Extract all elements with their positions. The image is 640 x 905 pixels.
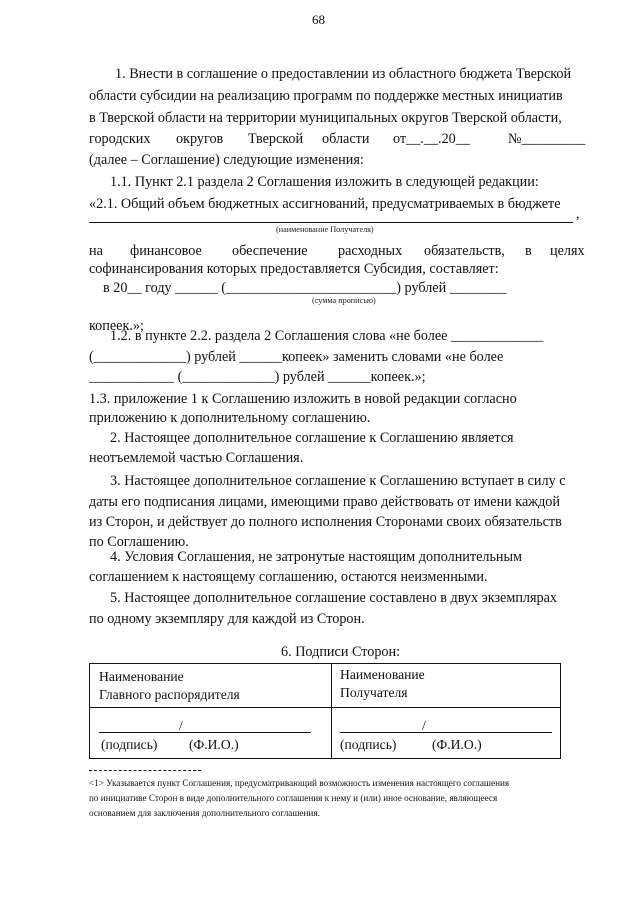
page-number: 68 (312, 12, 325, 27)
p1-line5: (далее – Соглашение) следующие изменения: (89, 152, 364, 168)
table-row-divider (90, 707, 560, 708)
p11-line4-w2: финансовое (130, 243, 202, 259)
p3-line2: даты его подписания лицами, имеющими право действовать от имени каждой (89, 494, 560, 510)
footnote-line1: <1> Указывается пункт Соглашения, предусматривающий возможность изменения настоящего соглашения (89, 778, 510, 788)
p1-line2: области субсидии на реализацию программ по поддержке местных инициатив (89, 88, 563, 104)
signatures-heading: 6. Подписи Сторон: (281, 644, 401, 660)
left-signature-slash: / (179, 718, 183, 733)
p12-line1: 1.2. в пункте 2.2. раздела 2 Соглашения слова «не более _____________ (110, 328, 544, 344)
p12-line2: (_____________) рублей ______копеек» заменить словами «не более (89, 349, 504, 365)
signatures-table (89, 663, 561, 759)
p1-line4-number: №_________ (508, 131, 586, 147)
p12-line3: ____________ (_____________) рублей ______копеек.»; (89, 369, 426, 385)
p1-line4-w2: округов (176, 131, 224, 147)
p11-line4-w3: обеспечение (232, 243, 308, 259)
table-column-divider (331, 664, 332, 758)
p1-line4-w1: городских (89, 131, 151, 147)
right-sign-caption: (подпись) (340, 737, 397, 752)
p3-line3: из Сторон, и действует до полного исполнения Сторонами своих обязательств (89, 514, 562, 530)
p3-line4: по Соглашению. (89, 534, 189, 550)
left-signature-line (99, 732, 311, 733)
p11-line3-comma: , (576, 206, 580, 222)
p1-line1: 1. Внести в соглашение о предоставлении из областного бюджета Тверской (115, 66, 572, 82)
left-party-title-1: Наименование (99, 669, 184, 684)
p2-line2: неотъемлемой частью Соглашения. (89, 450, 304, 466)
p13-line1: 1.3. приложение 1 к Соглашению изложить в новой редакции согласно (89, 391, 517, 407)
footnote-line3: основанием для заключения дополнительного соглашения. (89, 808, 320, 818)
p1-line4-w4: области (322, 131, 370, 147)
p5-line1: 5. Настоящее дополнительное соглашение составлено в двух экземплярах (110, 590, 558, 606)
p1-line4-date: от__.__.20__ (393, 131, 470, 147)
p11-line4-w5: обязательств, (424, 243, 505, 259)
recipient-name-blank (89, 222, 573, 223)
p11-line4-w7: целях (550, 243, 585, 259)
left-fio-caption: (Ф.И.О.) (189, 737, 239, 752)
p2-line1: 2. Настоящее дополнительное соглашение к Соглашению является (110, 430, 514, 446)
p11-line4-w6: в (525, 243, 532, 259)
p1-line4-w3: Тверской (248, 131, 304, 147)
p11-line4-w1: на (89, 243, 103, 259)
p4-line1: 4. Условия Соглашения, не затронутые настоящим дополнительным (110, 549, 523, 565)
right-signature-line (340, 732, 552, 733)
p13-line2: приложению к дополнительному соглашению. (89, 410, 371, 426)
p11-line5: софинансирования которых предоставляется Субсидия, составляет: (89, 261, 499, 277)
note-recipient-name: (наименование Получателя) (276, 225, 374, 234)
left-sign-caption: (подпись) (101, 737, 158, 752)
left-party-title-2: Главного распорядителя (99, 687, 240, 702)
p11-line7: копеек.»; (89, 318, 144, 334)
p11-line6: в 20__ году ______ (________________________) рублей ________ (103, 280, 507, 296)
footnote-separator (89, 770, 201, 771)
footnote-line2: по инициативе Сторон в виде дополнительного соглашения к нему и (или) иное основание, являющееся (89, 793, 498, 803)
p1-line3: в Тверской области на территории муниципальных округов Тверской области, (89, 110, 562, 126)
right-fio-caption: (Ф.И.О.) (432, 737, 482, 752)
right-signature-slash: / (422, 718, 426, 733)
p11-line2: «2.1. Общий объем бюджетных ассигнований, предусматриваемых в бюджете (89, 196, 561, 212)
note-sum-in-words: (сумма прописью) (312, 296, 376, 305)
p3-line1: 3. Настоящее дополнительное соглашение к Соглашению вступает в силу с (110, 473, 566, 489)
right-party-title-2: Получателя (340, 685, 408, 700)
p4-line2: соглашением к настоящему соглашению, остаются неизменными. (89, 569, 488, 585)
p11-line1: 1.1. Пункт 2.1 раздела 2 Соглашения изложить в следующей редакции: (110, 174, 539, 190)
right-party-title-1: Наименование (340, 667, 425, 682)
p11-line4-w4: расходных (338, 243, 403, 259)
p5-line2: по одному экземпляру для каждой из Сторон. (89, 611, 365, 627)
